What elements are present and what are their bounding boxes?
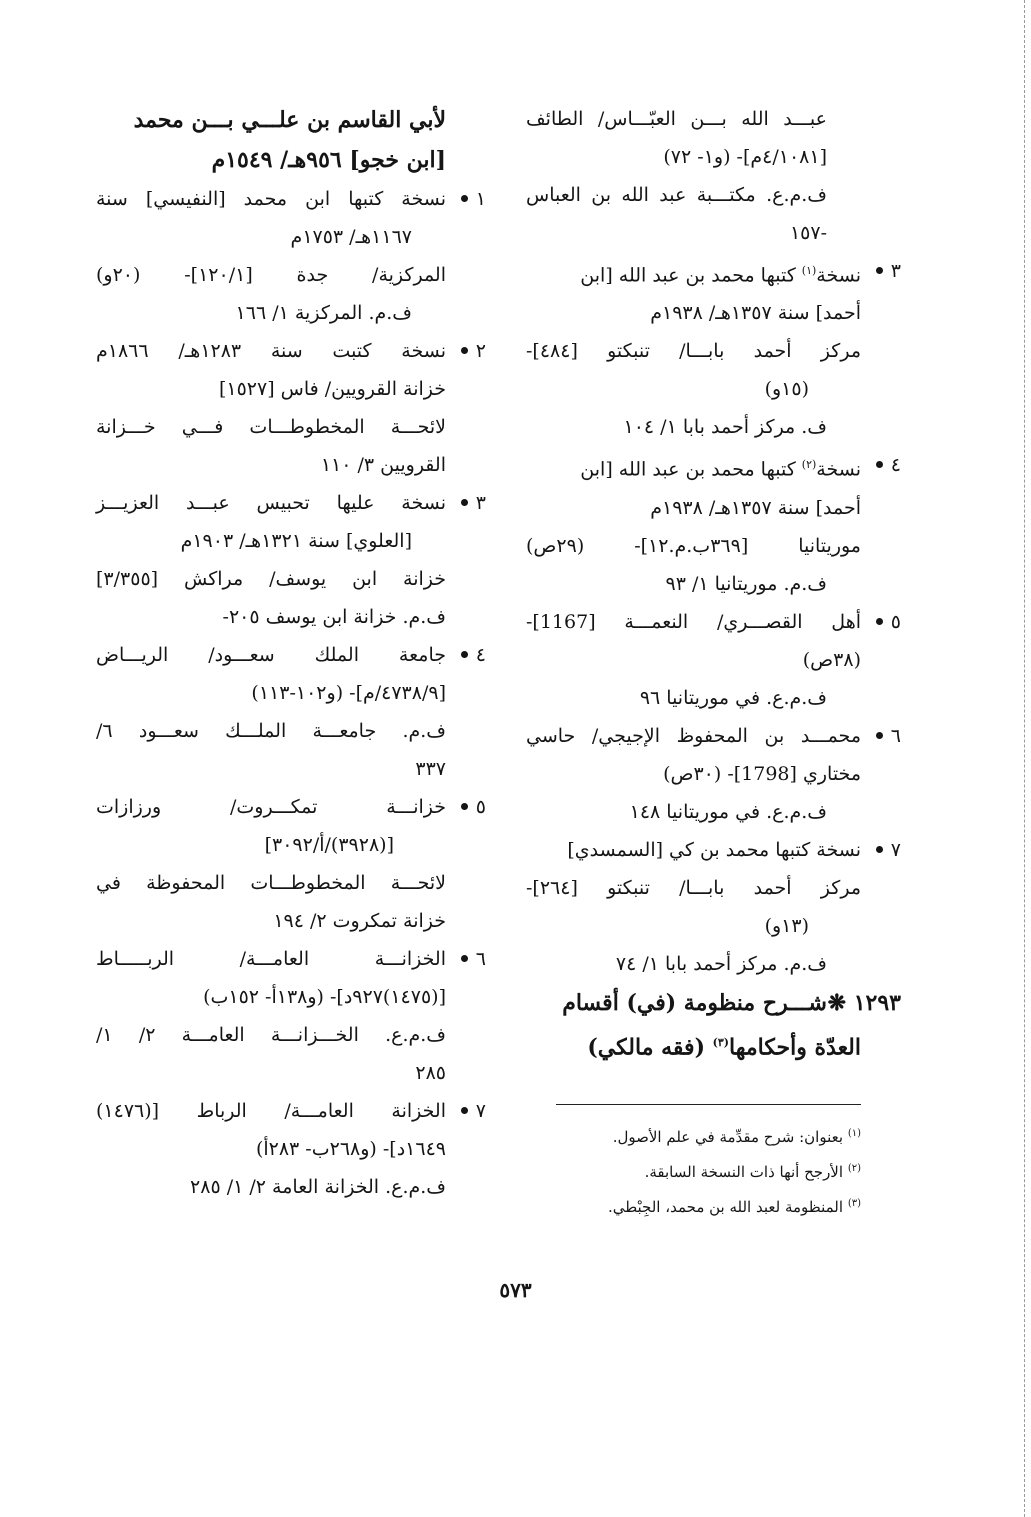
entry-line: نسخة$^{(٢)}$ كتبها محمد بن عبد الله [ابن [580,458,861,481]
manuscript-entry-4 [96,636,486,788]
bullet-icon [876,461,883,468]
entry-line: ٢٨٥ [415,1062,446,1084]
entry-line: [(١٤٧٥)٩٢٧د]- (و١٣٨أ- ١٥٢ب) [203,986,446,1008]
entry-line: لائحـــة المخطوطـــات المحفوظة في [96,872,446,894]
manuscript-entry-7 [526,831,901,983]
entry-line: ف.م.ع. الخزانة العامة ٢/ ١/ ٢٨٥ [190,1176,446,1198]
entry-line: أحمد] سنة ١٣٥٧هـ/ ١٩٣٨م [650,496,861,519]
entry-line: خزانة تمكروت ٢/ ١٩٤ [273,910,446,932]
entry-number: ٤ [890,454,901,477]
entry-line: المركزية/ جدة [١٢٠/١]- (٢٠و) [96,264,446,286]
entry-number: ٣ [475,492,486,514]
entry-line: ف.م.ع. في موريتانيا ٩٦ [639,686,827,709]
bullet-icon [876,618,883,625]
entry-line: [(٣٩٢٨)/أ/٣٠٩٢] [264,834,394,856]
entry-number: ٣ [890,260,901,282]
footnote-mark: (٢) [847,1163,861,1174]
bullet-icon [461,955,468,962]
entry-line: محمـــد بن المحفوظ الإجيجي/ حاسي [526,724,861,747]
entry-line: الخزانـــة العامـــة/ الربـــــاط [96,948,446,970]
entry-line: [العلوي] سنة ١٣٢١هـ/ ١٩٠٣م [180,530,412,552]
entry-line: مركز أحمد بابـــا/ تنبكتو [٢٦٤]- [526,876,861,899]
entry-number: ٧ [475,1100,486,1122]
bullet-icon [461,499,468,506]
entry-number: ٥ [475,796,486,818]
entry-number: ١ [475,188,486,210]
bullet-icon [461,347,468,354]
footnote: $^{(١)}$ بعنوان: شرح مقدِّمة في علم الأصول. [612,1128,861,1146]
intro-line: ف.م.ع. مكتـــبة عبد الله بن العباس [526,184,827,206]
entry-line: خزانـــة تمكـــروت/ ورزازات [96,796,446,818]
footnotes [441,1118,861,1223]
entry-line: خزانة القرويين/ فاس [١٥٢٧] [218,378,446,400]
bullet-icon [876,846,883,853]
entry-line: موريتانيا [٣٦٩ب.م.١٢]- (٢٩ص) [526,534,861,557]
entry-line: نسخة كتبت سنة ١٢٨٣هـ/ ١٨٦٦م [96,340,446,362]
page-number: ٥٧٣ [499,1278,532,1302]
entry-line: ف.م. موريتانيا ١/ ٩٣ [665,572,827,595]
section-heading [526,983,901,1067]
bullet-icon [461,803,468,810]
entry-line: نسخة كتبها محمد بن كي [السمسدي] [567,838,861,861]
manuscript-entry-6 [526,717,901,831]
heading-line: شـــرح منظومة (في) أقسام [562,989,827,1016]
entry-number: ٦ [890,724,901,747]
entry-line: لائحـــة المخطوطـــات فـــي خـــزانة [96,416,446,438]
manuscript-entry-7 [96,1092,486,1206]
footnote-mark: (١) [847,1128,861,1139]
bullet-icon [461,1107,468,1114]
intro-line: عبـــد الله بـــن العبّـــاس/ الطائف [526,108,827,130]
entry-line: القرويين ٣/ ١١٠ [320,454,446,476]
entry-number: ٦ [475,948,486,970]
entry-line: [٤٧٣٨/٩/م]- (و١٠٢-١١٣) [251,682,446,704]
footnote-ref[interactable]: (١) [801,264,817,277]
entry-line: نسخة كتبها ابن محمد [النفيسي] سنة [96,188,446,210]
bullet-icon [461,651,468,658]
heading-line: العدّة وأحكامها$^{(٣)}$ (فقه مالكي) [587,1033,861,1060]
entry-line: ف.م.ع. في موريتانيا ١٤٨ [629,800,827,823]
bullet-icon [876,732,883,739]
right-column [526,100,901,1067]
footnote: $^{(٣)}$ المنظومة لعبد الله بن محمد، الجِبْطي. [607,1198,861,1216]
entry-number: ٧ [890,838,901,861]
manuscript-entry-4 [526,446,901,602]
entry-line: نسخة عليها تحبيس عبـــد العزيـــز [96,492,446,514]
entry-line: (١٣و) [764,914,809,937]
footnote-ref[interactable]: (٣) [712,1035,730,1049]
scan-margin-line [1024,0,1025,1517]
footnote-mark: (٣) [847,1198,861,1209]
entry-number: ٤ [475,644,486,666]
footnote: $^{(٢)}$ الأرجح أنها ذات النسخة السابقة. [644,1163,861,1181]
entry-line: ١٦٤٩د]- (و٢٦٨ب- ٢٨٣أ) [255,1138,446,1160]
manuscript-entry-5 [526,603,901,717]
intro-line: [٤/١٠٨١م]- (و١- ٧٢) [663,146,827,168]
manuscript-entry-5 [96,788,486,940]
entry-line: ف.م. خزانة ابن يوسف ٢٠٥- [222,606,446,628]
entry-line: ف. مركز أحمد بابا ١/ ١٠٤ [623,416,827,439]
entry-line: أهل القصـــري/ النعمـــة [1167]- [526,610,861,633]
bullet-icon [876,267,883,274]
entry-line: ٣٣٧ [415,758,446,780]
bullet-icon [461,195,468,202]
entry-number: ٥ [890,610,901,633]
entry-line: الخزانة العامـــة/ الرباط [(١٤٧٦) [96,1100,446,1122]
entry-line: مركز أحمد بابـــا/ تنبكتو [٤٨٤]- [526,340,861,363]
manuscript-entry-3 [526,252,901,446]
manuscript-entry-3 [96,484,486,636]
intro-line: -١٥٧ [789,222,827,244]
entry-line: ١١٦٧هـ/ ١٧٥٣م [290,226,412,248]
manuscript-entry-6 [96,940,486,1092]
entry-line: (٣٨ص) [802,648,861,671]
entry-number: ١٢٩٣ ❋ [827,989,901,1016]
entry-line: ف.م.ع. الخـــزانـــة العامـــة ٢/ ١/ [96,1024,446,1046]
entry-number: ٢ [475,340,486,362]
entry-line: جامعة الملك سعـــود/ الريـــاض [96,644,446,666]
entry-line: خزانة ابن يوسف/ مراكش [٣/٣٥٥] [96,568,446,590]
author-dates: [ابن خجو] ٩٥٦هـ/ ١٥٤٩م [211,147,446,173]
entry-line: (١٥و) [764,378,809,401]
entry-line: ف.م. جامعـــة الملـــك سعـــود ٦/ [96,720,446,742]
author-line: لأبي القاسم بن علـــي بـــن محمد [133,107,446,133]
entry-line: أحمد] سنة ١٣٥٧هـ/ ١٩٣٨م [650,302,861,325]
manuscript-entry-2 [96,332,486,484]
manuscript-entry-1 [96,180,486,332]
footnote-ref[interactable]: (٢) [801,458,817,472]
left-column [96,100,486,1206]
entry-line: ف.م. مركز أحمد بابا ١/ ٧٤ [615,952,827,975]
entry-line: مختاري [1798]- (٣٠ص) [663,762,861,785]
entry-line: نسخة$^{(١)}$ كتبها محمد بن عبد الله [ابن [580,264,861,287]
footnote-divider [556,1104,861,1105]
entry-line: ف.م. المركزية ١/ ١٦٦ [235,302,412,324]
